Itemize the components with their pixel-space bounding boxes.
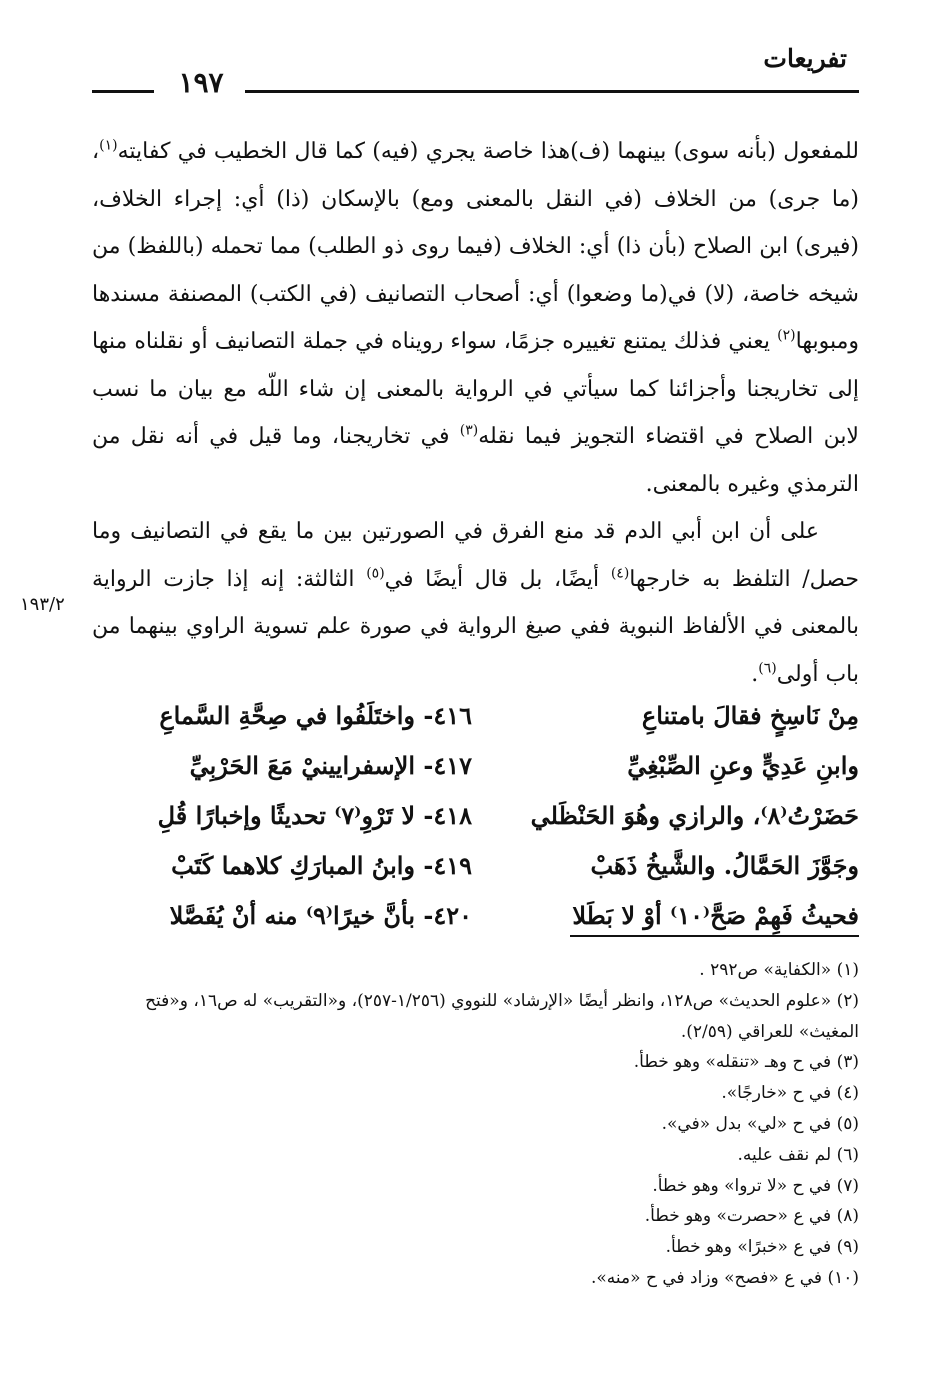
footnote-separator [570,935,859,937]
header-rule [245,90,859,93]
verse-second-hemistich: مِنْ نَاسِخٍ فقالَ بامتناعِ [641,700,859,730]
verse-first-hemistich: ٤٢٠- بأنَّ خيرًا⁽٩⁾ منه أنْ يُفَصَّلا [169,900,472,930]
footnote: (٢) «علوم الحديث» ص١٢٨، وانظر أيضًا «الإرشاد» للنووي (١/٢٥٦-٢٥٧)، و«التقريب» له ص١٦، و«فتح المغيث» للعراقي (٢/٥٩). [145,990,859,1042]
footnote-marker: (١) [99,137,118,154]
footnote-marker: (٣) [459,422,479,439]
footnote: (٩) في ع «خبرًا» وهو خطأ. [665,1237,859,1258]
verse-second-hemistich: وابنِ عَدِيٍّ وعنِ الصِّبْغِيِّ [627,750,859,780]
footnote-marker: (٥) [366,565,385,582]
footnote: (١) «الكفاية» ص٢٩٢ . [699,960,859,980]
verse-second-hemistich: وجَوَّزَ الحَمَّالُ. والشَّيخُ ذَهَبْ [590,850,859,880]
text-run: على أن ابن أبي الدم قد منع الفرق في الصورتين بين ما يقع في التصانيف وما حصل/ التلفظ به خارجها [92,519,859,592]
margin-reference: ١٩٣/٢ [20,594,65,615]
footnote: (٥) في ح «لي» بدل «في». [661,1113,859,1134]
running-title: تفريعات [763,44,847,73]
footnote-marker: (٤) [610,565,630,582]
footnote-marker: (٦) [758,660,777,677]
paragraph [92,128,859,508]
page-number: ١٩٧ [178,66,224,99]
verse-line [92,890,859,940]
verse-line [92,790,859,840]
verse-first-hemistich: ٤١٧- الإسفرايينيْ مَعَ الحَرْبِيِّ [189,750,472,780]
footnote: (١٠) في ع «فصح» وزاد في ح «منه». [591,1267,859,1288]
text-run: يعني فذلك يمتنع تغييره جزمًا، سواء رويناه في جملة التصانيف أو نقلناه منها إلى تخاريجنا وأجزائنا كما سيأتي في الرواية بالمعنى إن شاء اللّه مع بيان ما نسب لابن الصلاح في اقتضاء التجويز فيما نقله [92,329,859,449]
verse-line [92,740,859,790]
verse-first-hemistich: ٤١٨- لا تَرْوِ⁽٧⁾ تحديثًا وإخبارًا قُلِ [157,800,472,830]
footnote: (٦) لم نقف عليه. [737,1144,859,1165]
verse-first-hemistich: ٤١٩- وابنُ المبارَكِ كلاهما كَتَبْ [171,850,472,880]
footnote: (٧) في ح «لا تروا» وهو خطأ. [652,1175,859,1196]
header-rule-short [92,90,154,93]
text-run: . [751,661,759,687]
footnote: (٣) في ح وهـ «تنقله» وهو خطأ. [633,1052,859,1073]
paragraph [92,508,859,698]
footnotes [92,955,859,1294]
verse-second-hemistich: فحيثُ فَهِمْ صَحَّ⁽١٠⁾ أوْ لا بَطَلا [572,900,859,930]
verse-line [92,840,859,890]
footnote: (٤) في ح «خارجًا». [721,1083,859,1104]
main-text [92,128,859,698]
footnote: (٨) في ع «حصرت» وهو خطأ. [644,1206,859,1227]
verse-first-hemistich: ٤١٦- واختَلَفُوا في صِحَّةِ السَّماعِ [159,700,472,730]
poem-verses [92,690,859,940]
footnote-marker: (٢) [777,327,796,344]
text-run: ، (ما جرى) من الخلاف (في النقل بالمعنى ومع) بالإسكان (ذا) أي: إجراء الخلاف، (فيرى) ابن الصلاح (بأن ذا) أي: الخلاف (فيما روى ذو الطلب) مما تحمله (باللفظ) من شيخه خاصة، (لا) في(ما وضعوا) أي: أصحاب التصانيف (في الكتب) المصنفة مسندها ومبوبها [92,139,859,354]
text-run: للمفعول (بأنه سوى) بينهما (ف)هذا خاصة يجري (فيه) كما قال الخطيب في كفايته [117,139,859,164]
text-run: في تخاريجنا، وما قيل في أنه نقل من الترمذي وغيره بالمعنى. [92,424,859,497]
verse-line [92,690,859,740]
text-run: أيضًا، بل قال أيضًا في [384,566,611,592]
text-run: الثالثة: إنه إذا جازت الرواية بالمعنى في الألفاظ النبوية ففي صيغ الرواية في صورة علم تسوية الراوي بينهما من باب أولى [92,566,859,687]
verse-second-hemistich: حَضَرْتُ⁽٨⁾، والرازي وهُوَ الحَنْظَلي [530,800,859,830]
